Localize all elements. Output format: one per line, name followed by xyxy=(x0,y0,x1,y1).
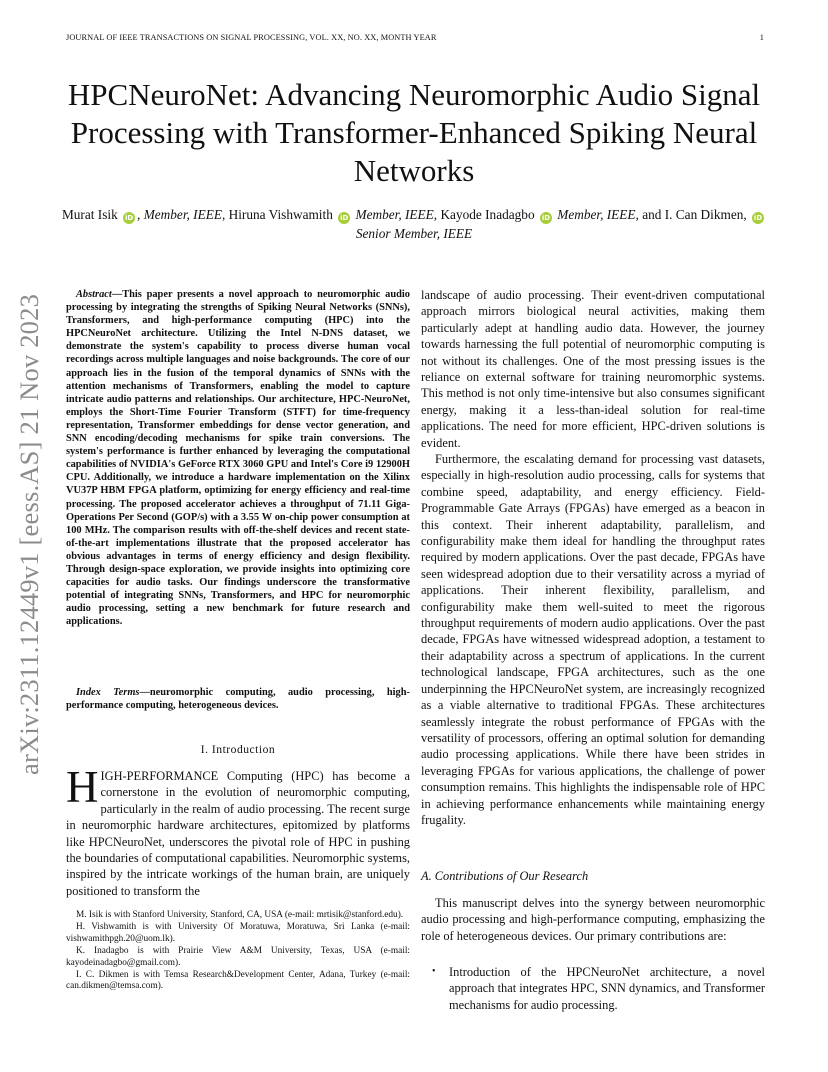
footnote: K. Inadagbo is with Prairie View A&M University, Texas, USA (e-mail: kayodeinadagbo@gmail.com). xyxy=(66,946,410,968)
intro-text: IGH-PERFORMANCE Computing (HPC) has become a cornerstone in the evolution of neuromorphic computing, particularly in the realm of audio processing. The recent surge in neuromorphic hardware architectures, epitomized by platforms like HPCNeuroNet, underscores the pivotal role of HPC in pushing the boundaries of computational capabilities. Neuromorphic systems, inspired by the intricate workings of the human brain, are uniquely positioned to transform the xyxy=(66,769,410,898)
orcid-icon[interactable]: iD xyxy=(340,214,349,222)
orcid-icon[interactable]: iD xyxy=(753,214,763,222)
page-number: 1 xyxy=(759,33,764,42)
list-item xyxy=(432,964,765,1013)
author-role: , Member, IEEE xyxy=(137,207,222,222)
footnote: H. Vishwamith is with University Of Moratuwa, Moratuwa, Sri Lanka (e-mail: vishwamithpgh.20@uom.lk). xyxy=(66,922,410,944)
abstract xyxy=(66,288,410,628)
author-name: , and I. Can Dikmen, xyxy=(635,207,747,222)
intro-paragraph xyxy=(66,762,410,899)
footnote: M. Isik is with Stanford University, Stanford, CA, USA (e-mail: mrtisik@stanford.edu). xyxy=(76,910,404,920)
running-header xyxy=(66,33,764,42)
section-heading: I. Introduction xyxy=(200,743,276,756)
journal-name: JOURNAL OF IEEE TRANSACTIONS ON SIGNAL PROCESSING, VOL. XX, NO. XX, MONTH YEAR xyxy=(66,33,437,42)
orcid-icon[interactable]: iD xyxy=(541,214,551,222)
body-paragraph: This manuscript delves into the synergy between neuromorphic audio processing and high-performance computing, emphasizing the role of heterogeneous devices. Our primary contributions are: xyxy=(421,896,765,943)
affiliation-footnotes xyxy=(66,910,410,994)
footnote: I. C. Dikmen is with Temsa Research&Development Center, Adana, Turkey (e-mail: can.dikmen@temsa.com). xyxy=(66,970,410,992)
bullet-marker: • xyxy=(432,966,436,977)
abstract-text: —This paper presents a novel approach to neuromorphic audio processing by integrating the strengths of Spiking Neural Networks (SNNs), Transformers, and high-performance computing (HPC) into the HPCNeuroNet architecture. Utilizing the Intel N-DNS dataset, we demonstrate the system's capability to process diverse human vocal recordings across multiple languages and noise backgrounds. The core of our approach lies in the fusion of the temporal dynamics of SNNs with the attention mechanisms of Transformers, enabling the model to capture intricate audio patterns and relationships. Our architecture, HPC-NeuroNet, employs the Short-Time Fourier Transform (STFT) for time-frequency representation, Transformer embeddings for dense vector generation, and SNN encoding/decoding mechanisms for spike train conversions. The system's performance is further enhanced by leveraging the computational capabilities of NVIDIA's GeForce RTX 3060 GPU and Intel's Core i9 12900H CPU. Additionally, we introduce a hardware implementation on the Xilinx VU37P HBM FPGA platform, optimizing for energy efficiency and real-time processing. The proposed accelerator achieves a throughput of 71.11 Giga-Operations Per Second (GOP/s) with a 3.55 W on-chip power consumption at 100 MHz. The comparison results with off-the-shelf devices and recent state-of-the-art implementations illustrate that the proposed accelerator has obvious advantages in terms of energy efficiency and design flexibility. Through design-space exploration, we provide insights into optimizing core capacities for audio tasks. Our findings underscore the transformative potential of integrating SNNs, Transformers, and HPC for neuromorphic audio processing, setting a new benchmark for future research and applications. xyxy=(66,289,410,628)
author-list xyxy=(60,205,768,243)
body-paragraph: Furthermore, the escalating demand for processing vast datasets, especially in high-resolution audio processing, calls for systems that combine speed, adaptability, and energy efficiency. Field-Programmable Gate Arrays (FPGAs) have emerged as a beacon in this context. Their inherent adaptability, parallelism, and configurability make them ideal for handling the throughput rates required by modern applications. Over the past decade, FPGAs have seen widespread adoption due to their versatility across a myriad of applications. Their inherent flexibility, parallelism, and configurability make them well-suited to meet the rigorous throughput requirements of modern audio applications. Over the past decade, FPGAs have witnessed widespread adoption, a testament to their adaptability across a spectrum of applications. In the current technological landscape, FPGA architectures, such as the one underpinning the HPCNeuroNet system, are increasingly recognized as a viable alternative to traditional FPGAs. These architectures seamlessly integrate the robust performance of FPGAs with the versatility of processors, offering an optimal solution for demanding audio processing applications. While there have been strides in leveraging FPGAs for various applications, the challenge of power consumption remains. This highlights the indispensable role of HPC in achieving performance enhancements while maintaining energy frugality. xyxy=(421,452,765,827)
index-terms xyxy=(66,686,410,712)
subsection-heading: A. Contributions of Our Research xyxy=(421,869,589,883)
index-terms-lead: Index Terms xyxy=(76,687,140,698)
author-role: Senior Member, IEEE xyxy=(355,226,473,241)
abstract-lead: Abstract xyxy=(76,289,112,300)
index-terms-text: —neuromorphic computing, audio processing, high-performance computing, heterogeneous devices. xyxy=(66,687,410,712)
author-role: Member, IEEE xyxy=(352,207,434,222)
author-name: , Hiruna Vishwamith xyxy=(221,207,333,222)
contributions-list xyxy=(432,964,765,1013)
author-name: , Kayode Inadagbo xyxy=(433,207,535,222)
arxiv-stamp[interactable]: arXiv:2311.12449v1 [eess.AS] 21 Nov 2023 xyxy=(14,293,44,775)
list-item-text: Introduction of the HPCNeuroNet architecture, a novel approach that integrates HPC, SNN dynamics, and Transformer mechanisms for audio processing. xyxy=(449,965,765,1012)
author-role: Member, IEEE xyxy=(553,207,636,222)
drop-cap: H xyxy=(66,762,99,812)
paper-title: HPCNeuroNet: Advancing Neuromorphic Audio Signal Processing with Transformer-Enhanced Spiking Neural Networks xyxy=(67,77,761,188)
body-paragraph: landscape of audio processing. Their event-driven computational approach mirrors biological neural activities, making them particularly adept at handling audio data. However, the journey towards harnessing the full potential of neuromorphic computing is not without its challenges. One of the most pressing issues is the reliance on external software for training neuromorphic systems. This method is not only time-intensive but also consumes significant energy, making it a less-than-ideal solution for real-time applications. The need for more efficient, HPC-driven solutions is evident. xyxy=(421,288,765,450)
author-name: Murat Isik xyxy=(61,207,118,222)
orcid-icon[interactable]: iD xyxy=(124,214,134,222)
